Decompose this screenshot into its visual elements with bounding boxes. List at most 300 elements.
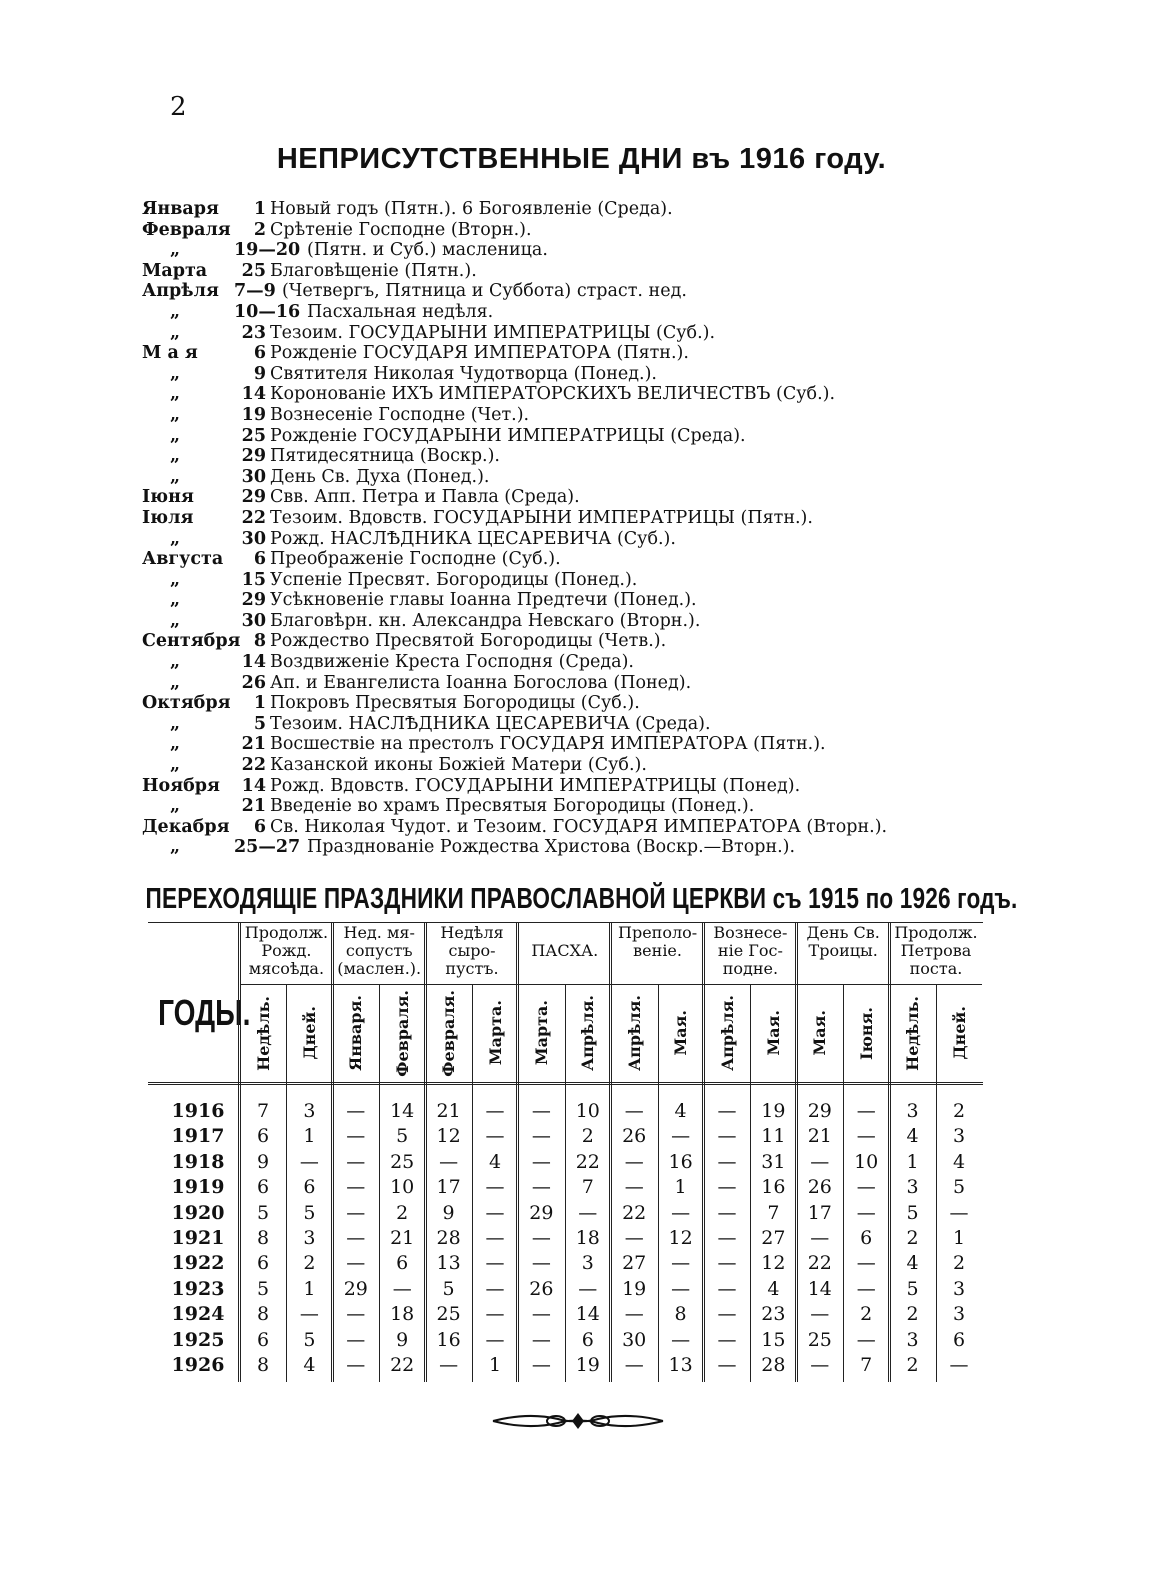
table-cell: 2: [952, 1252, 966, 1275]
table-cell: 11: [761, 1125, 786, 1148]
year-cell: 1923: [171, 1277, 225, 1300]
year-cell: 1919: [171, 1176, 225, 1199]
holiday-month: „: [170, 384, 181, 405]
table-cell: 9: [396, 1328, 409, 1351]
table-cell: 22: [622, 1201, 647, 1224]
holiday-description: Рождество Пресвятой Богородицы (Четв.).: [270, 631, 667, 652]
table-cell: —: [531, 1354, 551, 1376]
group-header-rule: [333, 984, 426, 985]
holiday-day: 7—9: [234, 281, 276, 302]
holiday-day: 1: [253, 199, 266, 219]
subcolumn-header: [704, 986, 750, 1080]
table-cell: 26: [807, 1176, 832, 1199]
holiday-day: 25—27: [234, 837, 301, 858]
table-cell: 12: [436, 1125, 461, 1148]
holiday-row: [142, 426, 1102, 447]
table-cell: —: [346, 1150, 366, 1173]
table-cell: 29: [343, 1277, 368, 1300]
table-cell: 5: [906, 1277, 919, 1300]
table-cell: 4: [906, 1252, 919, 1275]
year-cell: 1920: [171, 1201, 225, 1224]
holiday-month: Января: [142, 199, 219, 219]
table-cell: 2: [952, 1100, 966, 1122]
table-cell: —: [531, 1176, 551, 1199]
subcolumn-header: [890, 986, 936, 1080]
table-cell: 2: [906, 1303, 919, 1326]
table-cell: 7: [767, 1201, 780, 1224]
table-cell: 6: [952, 1328, 966, 1351]
table-cell: —: [717, 1150, 737, 1173]
table-cell: 9: [442, 1201, 455, 1224]
table-cell: —: [717, 1227, 737, 1249]
subcolumn-header: [658, 986, 704, 1080]
holiday-month: „: [170, 672, 181, 693]
table-cell: —: [346, 1252, 366, 1275]
holiday-row: [142, 281, 1102, 302]
table-cell: —: [346, 1176, 366, 1199]
subcolumn-label: Марта.: [485, 1000, 505, 1066]
table-cell: 9: [256, 1150, 270, 1173]
table-cell: —: [299, 1150, 319, 1173]
table-cell: 29: [529, 1201, 554, 1224]
table-cell: —: [531, 1125, 551, 1148]
table-cell: 13: [668, 1354, 693, 1376]
table-cell: —: [392, 1277, 412, 1300]
table-cell: 19: [622, 1277, 647, 1300]
holiday-description: Преображеніе Господне (Суб.).: [270, 549, 561, 570]
year-cell: 1922: [171, 1252, 225, 1275]
holiday-description: День Св. Духа (Понед.).: [270, 466, 490, 487]
holiday-row: [142, 343, 1102, 364]
table-cell: 5: [952, 1176, 966, 1199]
table-cell: —: [346, 1227, 366, 1249]
table-cell: —: [949, 1354, 969, 1376]
subcolumn-header: [379, 986, 425, 1080]
table-cell: 10: [390, 1176, 415, 1199]
holiday-description: Введеніе во храмъ Пресвятыя Богородицы (Понед.).: [270, 796, 755, 817]
holiday-description: Усѣкновеніе главы Іоанна Предтечи (Понед.).: [270, 590, 697, 611]
table-cell: 14: [390, 1100, 415, 1122]
group-header: День Св. Троицы.: [806, 923, 880, 960]
holiday-day: 6: [253, 816, 266, 837]
table-cell: —: [485, 1201, 505, 1224]
holiday-day: 21: [241, 734, 266, 755]
table-cell: 6: [256, 1328, 270, 1351]
subcolumn-header: [843, 986, 889, 1080]
holiday-month: „: [170, 240, 181, 261]
holiday-day: 14: [241, 775, 266, 796]
holiday-day: 2: [253, 219, 266, 240]
holiday-day: 29: [241, 487, 266, 508]
table-cell: 17: [436, 1176, 461, 1199]
holiday-description: Тезоим. НАСЛѢДНИКА ЦЕСАРЕВИЧА (Среда).: [270, 713, 711, 734]
table-cell: —: [624, 1303, 644, 1326]
table-cell: —: [717, 1201, 737, 1224]
table-cell: 14: [575, 1303, 600, 1326]
table-cell: —: [671, 1125, 691, 1148]
holiday-day: 15: [241, 569, 266, 590]
holiday-month: „: [170, 466, 181, 487]
holiday-day: 14: [241, 652, 266, 673]
holiday-month: Февраля: [142, 219, 231, 240]
holiday-description: Тезоим. ГОСУДАРЫНИ ИМПЕРАТРИЦЫ (Суб.).: [270, 322, 716, 343]
holiday-day: 10—16: [234, 301, 301, 322]
table-cell: 6: [256, 1125, 270, 1148]
group-header: Вознесе- ніе Гос- подне.: [713, 923, 788, 978]
holiday-row: [142, 693, 1102, 714]
table-cell: —: [810, 1354, 830, 1376]
holiday-month: „: [170, 734, 181, 755]
table-cell: 2: [581, 1125, 594, 1148]
holiday-description: Тезоим. Вдовств. ГОСУДАРЫНИ ИМПЕРАТРИЦЫ (Пятн.).: [270, 507, 813, 528]
holiday-description: Рожд. НАСЛѢДНИКА ЦЕСАРЕВИЧА (Суб.).: [270, 528, 676, 549]
holiday-description: Св. Николая Чудот. и Тезоим. ГОСУДАРЯ ИМПЕРАТОРА (Вторн.).: [270, 816, 888, 837]
table-cell: 5: [442, 1277, 455, 1300]
page-number: 2: [170, 92, 187, 122]
holiday-row: [142, 323, 1102, 344]
holiday-day: 5: [253, 713, 266, 734]
table-cell: —: [717, 1125, 737, 1148]
table-cell: —: [439, 1354, 459, 1376]
movable-feasts-table: [148, 922, 983, 1392]
table-cell: 15: [761, 1328, 786, 1351]
table-cell: —: [578, 1277, 598, 1300]
holiday-day: 26: [241, 672, 266, 693]
table-cell: —: [717, 1328, 737, 1351]
holiday-day: 21: [241, 796, 266, 817]
table-cell: 5: [396, 1125, 409, 1148]
table-cell: —: [531, 1227, 551, 1249]
group-header: ПАСХА.: [531, 941, 599, 960]
holiday-row: [142, 508, 1102, 529]
table-cell: —: [624, 1227, 644, 1249]
group-header: Продолж. Петрова поста.: [894, 923, 978, 978]
subcolumn-header: [240, 986, 286, 1080]
year-cell: 1917: [171, 1125, 225, 1148]
table-cell: —: [485, 1125, 505, 1148]
table-cell: —: [299, 1303, 319, 1326]
table-cell: 1: [952, 1227, 966, 1249]
table-cell: 5: [906, 1201, 919, 1224]
holiday-day: 1: [253, 693, 266, 714]
table-cell: —: [485, 1277, 505, 1300]
table-cell: —: [810, 1227, 830, 1249]
table-title: ПЕРЕХОДЯЩІЕ ПРАЗДНИКИ ПРАВОСЛАВНОЙ ЦЕРКВИ съ 1915 по 1926 годъ.: [145, 883, 1018, 915]
holiday-month: Декабря: [142, 816, 230, 837]
table-cell: 5: [256, 1201, 270, 1224]
table-cell: —: [717, 1303, 737, 1326]
group-header: Недѣля сыро- пустъ.: [440, 923, 504, 978]
table-cell: —: [856, 1100, 876, 1122]
holiday-month: „: [170, 363, 181, 384]
holiday-month: М а я: [142, 343, 198, 364]
table-cell: —: [717, 1252, 737, 1275]
table-cell: —: [856, 1125, 876, 1148]
table-cell: 7: [860, 1354, 873, 1376]
table-cell: —: [485, 1227, 505, 1249]
holiday-row: [142, 467, 1102, 488]
table-cell: 3: [952, 1303, 966, 1326]
group-header: Нед. мя- сопустъ (маслен.).: [337, 923, 422, 978]
table-cell: —: [717, 1100, 737, 1122]
holiday-row: [142, 734, 1102, 755]
table-cell: —: [671, 1201, 691, 1224]
table-cell: 8: [674, 1303, 687, 1326]
subcolumn-label: Апрѣля.: [624, 995, 644, 1071]
years-header: ГОДЫ.: [158, 992, 251, 1033]
holiday-day: 19: [241, 404, 266, 425]
table-cell: 12: [668, 1227, 693, 1249]
table-cell: —: [717, 1176, 737, 1199]
holiday-row: [142, 714, 1102, 735]
table-cell: 21: [390, 1227, 415, 1249]
group-header: Преполо- веніе.: [618, 923, 698, 960]
page-title: НЕПРИСУТСТВЕННЫЕ ДНИ въ 1916 году.: [276, 143, 887, 175]
table-cell: —: [624, 1176, 644, 1199]
holiday-description: (Пятн. и Суб.) масленица.: [307, 240, 548, 261]
table-cell: 30: [622, 1328, 647, 1351]
table-cell: 3: [952, 1277, 966, 1300]
holiday-month: „: [170, 755, 181, 776]
table-cell: 2: [906, 1354, 919, 1376]
table-cell: 3: [906, 1100, 919, 1122]
holiday-description: Воздвиженіе Креста Господня (Среда).: [270, 652, 634, 673]
holiday-month: „: [170, 796, 181, 817]
holiday-description: Казанской иконы Божіей Матери (Суб.).: [270, 755, 647, 776]
holiday-day: 23: [241, 322, 266, 343]
subcolumn-header: [611, 986, 657, 1080]
group-header-rule: [890, 984, 983, 985]
holiday-month: Сентября: [142, 631, 241, 652]
table-cell: —: [856, 1176, 876, 1199]
subcolumn-label: Мая.: [763, 1010, 783, 1056]
table-cell: —: [810, 1303, 830, 1326]
table-cell: 5: [303, 1201, 316, 1224]
holiday-description: Свв. Апп. Петра и Павла (Среда).: [270, 487, 580, 508]
table-cell: 22: [390, 1354, 415, 1376]
holidays-list: [142, 199, 1102, 858]
table-cell: —: [439, 1150, 459, 1173]
subcolumn-label: Апрѣля.: [578, 995, 598, 1071]
holiday-row: [142, 220, 1102, 241]
holiday-month: Марта: [142, 260, 208, 281]
subcolumn-header: [936, 986, 982, 1080]
holiday-month: „: [170, 404, 181, 425]
table-cell: —: [624, 1100, 644, 1122]
subcolumn-label: Мая.: [810, 1010, 830, 1056]
table-cell: 21: [436, 1100, 461, 1122]
holiday-month: „: [170, 610, 181, 631]
holiday-month: „: [170, 446, 181, 467]
holiday-row: [142, 755, 1102, 776]
holiday-description: (Четвергъ, Пятница и Суббота) страст. нед.: [282, 281, 687, 302]
subcolumn-header: [565, 986, 611, 1080]
holiday-day: 8: [253, 631, 266, 652]
holiday-day: 22: [241, 507, 266, 528]
holiday-description: Празднованіе Рождества Христова (Воскр.—Вторн.).: [307, 837, 796, 858]
table-cell: 26: [529, 1277, 554, 1300]
table-cell: —: [856, 1252, 876, 1275]
table-cell: 16: [668, 1150, 693, 1173]
flourish-ornament-icon: [488, 1408, 668, 1434]
table-cell: 14: [807, 1277, 832, 1300]
holiday-row: [142, 529, 1102, 550]
table-cell: 2: [303, 1252, 316, 1275]
group-header-rule: [797, 984, 890, 985]
table-cell: 5: [256, 1277, 270, 1300]
subcolumn-header: [750, 986, 796, 1080]
table-cell: 18: [575, 1227, 600, 1249]
holiday-row: [142, 261, 1102, 282]
holiday-month: „: [170, 569, 181, 590]
table-cell: —: [485, 1176, 505, 1199]
table-cell: —: [624, 1354, 644, 1376]
holiday-row: [142, 549, 1102, 570]
holiday-row: [142, 796, 1102, 817]
holiday-day: 30: [241, 610, 266, 631]
holiday-month: Іюля: [142, 507, 194, 528]
table-cell: 6: [581, 1328, 594, 1351]
table-cell: 27: [761, 1227, 786, 1249]
table-cell: 3: [906, 1328, 919, 1351]
table-cell: 7: [581, 1176, 594, 1199]
table-cell: 2: [396, 1201, 409, 1224]
table-cell: —: [856, 1201, 876, 1224]
table-cell: 6: [860, 1227, 873, 1249]
holiday-month: „: [170, 301, 181, 322]
holiday-day: 29: [241, 446, 266, 467]
holiday-row: [142, 590, 1102, 611]
holiday-day: 30: [241, 466, 266, 487]
table-cell: 2: [860, 1303, 873, 1326]
table-cell: —: [856, 1328, 876, 1351]
holiday-description: Пасхальная недѣля.: [307, 301, 494, 322]
group-header-rule: [704, 984, 797, 985]
subcolumn-label: Февраля.: [439, 989, 459, 1077]
holiday-row: [142, 631, 1102, 652]
table-cell: —: [346, 1328, 366, 1351]
year-cell: 1925: [171, 1328, 225, 1351]
holiday-row: [142, 240, 1102, 261]
table-cell: 17: [807, 1201, 832, 1224]
table-cell: 4: [767, 1277, 780, 1300]
table-cell: 8: [256, 1354, 270, 1376]
holiday-row: [142, 652, 1102, 673]
year-cell: 1926: [171, 1354, 225, 1376]
group-header-rule: [240, 984, 333, 985]
holiday-row: [142, 570, 1102, 591]
year-cell: 1924: [171, 1303, 225, 1326]
table-cell: 1: [303, 1277, 316, 1300]
table-cell: —: [346, 1201, 366, 1224]
table-cell: 1: [906, 1150, 919, 1173]
table-cell: —: [717, 1277, 737, 1300]
table-cell: 3: [303, 1100, 316, 1122]
holiday-day: 25: [241, 260, 266, 281]
subcolumn-label: Марта.: [531, 1000, 551, 1066]
table-cell: —: [531, 1252, 551, 1275]
table-cell: 4: [488, 1150, 502, 1173]
table-cell: 6: [256, 1176, 270, 1199]
year-cell: 1921: [171, 1227, 225, 1249]
table-cell: 19: [575, 1354, 600, 1376]
holiday-day: 6: [253, 343, 266, 364]
holiday-month: „: [170, 652, 181, 673]
holiday-month: „: [170, 713, 181, 734]
holiday-row: [142, 611, 1102, 632]
holiday-description: Покровъ Пресвятыя Богородицы (Суб.).: [270, 693, 640, 714]
holiday-description: Благовѣщеніе (Пятн.).: [270, 260, 477, 281]
table-cell: 3: [906, 1176, 919, 1199]
table-cell: 27: [622, 1252, 647, 1275]
holiday-row: [142, 817, 1102, 838]
holiday-description: Срѣтеніе Господне (Вторн.).: [270, 219, 532, 240]
holiday-day: 25: [241, 425, 266, 446]
holiday-row: [142, 405, 1102, 426]
table-cell: 25: [390, 1150, 415, 1173]
table-cell: 12: [761, 1252, 786, 1275]
table-cell: 19: [761, 1100, 786, 1122]
holiday-description: Рожденіе ГОСУДАРЫНИ ИМПЕРАТРИЦЫ (Среда).: [270, 425, 746, 446]
holiday-row: [142, 446, 1102, 467]
subcolumn-label: Мая.: [671, 1010, 691, 1056]
table-cell: 28: [436, 1227, 461, 1249]
table-cell: —: [671, 1252, 691, 1275]
table-cell: 8: [256, 1303, 270, 1326]
table-cell: 16: [761, 1176, 786, 1199]
holiday-day: 14: [241, 384, 266, 405]
table-cell: —: [624, 1150, 644, 1173]
table-cell: —: [485, 1252, 505, 1275]
table-cell: 1: [488, 1354, 502, 1376]
holiday-month: „: [170, 425, 181, 446]
table-cell: 10: [854, 1150, 879, 1173]
table-cell: 16: [436, 1328, 461, 1351]
table-cell: —: [717, 1354, 737, 1376]
holiday-month: „: [170, 322, 181, 343]
holiday-row: [142, 384, 1102, 405]
table-cell: 4: [674, 1100, 687, 1122]
table-cell: 3: [303, 1227, 316, 1249]
table-cell: 6: [303, 1176, 316, 1199]
table-cell: —: [485, 1328, 505, 1351]
holiday-month: „: [170, 837, 181, 858]
holiday-row: [142, 302, 1102, 323]
holiday-description: Восшествіе на престолъ ГОСУДАРЯ ИМПЕРАТОРА (Пятн.).: [270, 734, 826, 755]
table-cell: 26: [622, 1125, 647, 1148]
holiday-month: Апрѣля: [142, 281, 219, 302]
table-cell: 10: [575, 1100, 600, 1122]
table-cell: 28: [761, 1354, 786, 1376]
table-cell: 1: [303, 1125, 316, 1148]
year-cell: 1916: [171, 1100, 225, 1122]
subcolumn-header: [518, 986, 564, 1080]
holiday-row: [142, 673, 1102, 694]
table-cell: —: [531, 1100, 551, 1122]
table-cell: 22: [575, 1150, 600, 1173]
subcolumn-label: Дней.: [299, 1006, 319, 1060]
table-cell: 6: [256, 1252, 270, 1275]
table-cell: —: [346, 1354, 366, 1376]
table-cell: 6: [396, 1252, 409, 1275]
holiday-row: [142, 487, 1102, 508]
subcolumn-header: [426, 986, 472, 1080]
table-cell: —: [578, 1201, 598, 1224]
table-cell: 22: [807, 1252, 832, 1275]
holiday-month: Іюня: [142, 487, 194, 508]
holiday-row: [142, 364, 1102, 385]
table-cell: —: [346, 1303, 366, 1326]
